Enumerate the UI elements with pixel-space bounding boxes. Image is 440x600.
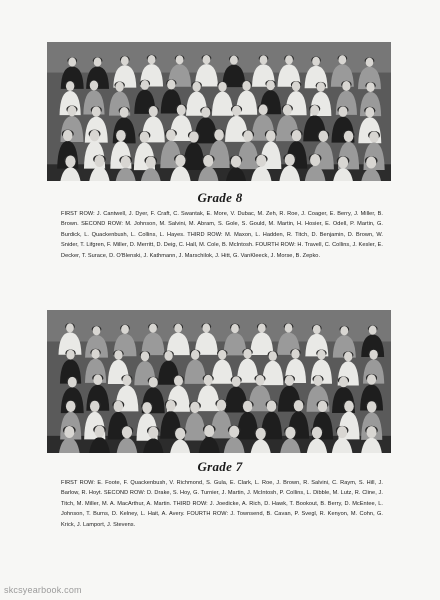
- grade-8-class-photo: [47, 42, 391, 181]
- grade-8-caption: FIRST ROW: J. Cantwell, J. Dyer, F. Craft, C. Swantak, E. More, V. Dubac, M. Zeh, R. Roe, J. Coager, E. Berry, J. Miller, B. Brown. SECOND ROW: M. Johnson, M. Salvini, M. Abram, S. Gole, S. Gould, M. Martin, H. Hosier, E. Odell, P. Martin, G. Burdick, L. Quackenbush, L. Collins, L. Hayes. THIRD ROW: M. Maxon, L. Hadden, R. Titch, D. Benjamin, D. Brown, W. Snider, T. Lifgren, F. Miller, D. Merritt, D. Deig, C. Hall, M. Cole, B. McIntosh. FOURTH ROW: H. Travell, C. Collins, J. Kesler, E. Decker, T. Surace, D. O'Blenski, J. Kathmann, J. Marschilok, J. Hitt, G. VanKleeck, J. Morse, B. Zepko.: [61, 211, 383, 259]
- class-photo-image: [47, 310, 391, 453]
- grade-8-heading: Grade 8: [197, 190, 243, 205]
- grade-7-heading: Grade 7: [197, 459, 243, 474]
- class-photo-image: [47, 42, 391, 181]
- grade-7-class-photo: [47, 310, 391, 453]
- watermark: skcsyearbook.com: [4, 585, 82, 595]
- grade-7-caption: FIRST ROW: E. Foote, F. Quackenbush, V. Richmond, S. Gula, E. Clark, L. Roe, J. Brown, R. Salvini, C. Raym, S. Hill, J. Barlow, R. Hoyt. SECOND ROW: D. Drake, S. Hoy, G. Turnier, J. Martin, J. McIntosh, P. Collins, L. Dibble, M. Lutz, R. Cline, J. Titch, M. Miller, M. A. MacArthur, A. Martin. THIRD ROW: J. Joedicke, A. Rich, D. Hawk, T. Bookout, B. Berry, D. McEntee, L. Johnson, T. Burns, D. Kelney, L. Hait, A. Avery. FOURTH ROW: J. Townsend, B. Cavan, P. Svegl, R. Kenyon, M. Cohn, G. Krick, J. Lamport, J. Stevens.: [61, 480, 383, 528]
